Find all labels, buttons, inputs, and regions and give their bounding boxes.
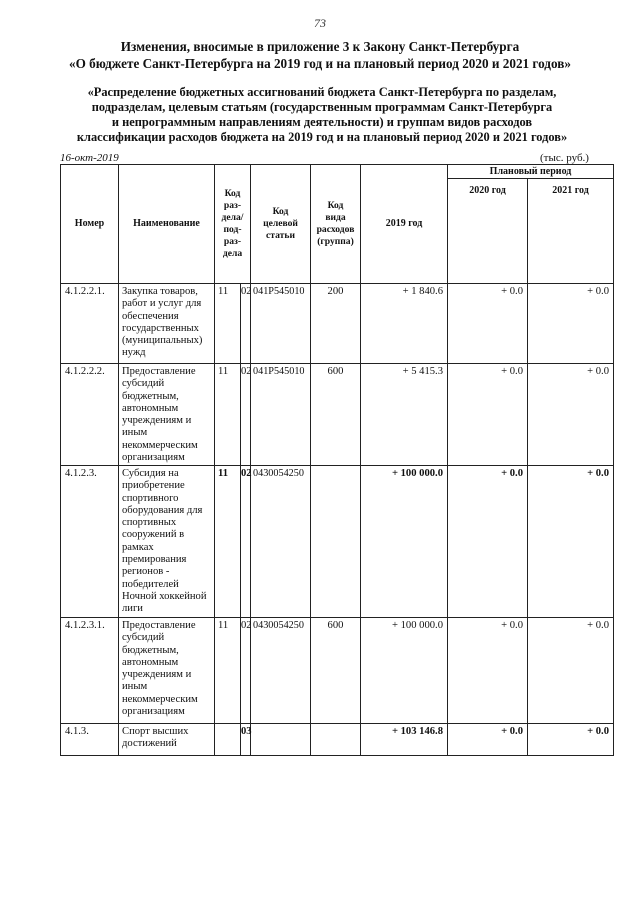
row-2019: + 100 000.0: [361, 618, 448, 724]
subheading-line-1: «Распределение бюджетных ассигнований бюджета Санкт-Петербурга по разделам,: [87, 85, 557, 99]
header-2020: 2020 год: [448, 179, 528, 284]
row-2019: + 100 000.0: [361, 466, 448, 618]
row-target: [251, 724, 311, 756]
row-target: 0430054250: [251, 466, 311, 618]
subheading-line-4: классификации расходов бюджета на 2019 год и на плановый период 2020 и 2021 годов»: [76, 130, 568, 144]
page-number: 73: [314, 16, 326, 30]
header-name: Наименование: [119, 165, 215, 284]
row-number: 4.1.2.3.: [61, 466, 119, 618]
row-subsection: 03: [241, 724, 251, 756]
budget-table: [60, 164, 614, 756]
row-2021: + 0.0: [528, 724, 614, 756]
row-target: 0430054250: [251, 618, 311, 724]
subheading-line-2: подразделам, целевым статьям (государственным программам Санкт-Петербурга: [91, 100, 553, 114]
row-2020: + 0.0: [448, 724, 528, 756]
header-number: Номер: [61, 165, 119, 284]
row-number: 4.1.3.: [61, 724, 119, 756]
subheading-line-3: и непрограммным направлениям деятельности) и группам видов расходов: [111, 115, 533, 129]
row-section: 11: [215, 618, 241, 724]
table-row: [61, 724, 614, 756]
heading-line-2: «О бюджете Санкт-Петербурга на 2019 год и на плановый период 2020 и 2021 годов»: [69, 56, 571, 71]
row-section: 11: [215, 364, 241, 466]
row-target: 041Р545010: [251, 364, 311, 466]
document-date: 16-окт-2019: [60, 152, 119, 164]
row-2021: + 0.0: [528, 284, 614, 364]
row-2020: + 0.0: [448, 466, 528, 618]
table-row: [61, 284, 614, 364]
unit-label: (тыс. руб.): [540, 152, 589, 164]
row-name: Закупка товаров, работ и услуг для обеспечения государственных (муниципальных) нужд: [119, 284, 215, 364]
row-target: 041Р545010: [251, 284, 311, 364]
row-subsection: 02: [241, 466, 251, 618]
row-kind: 600: [311, 364, 361, 466]
row-subsection: 02: [241, 364, 251, 466]
row-name: Спорт высших достижений: [119, 724, 215, 756]
row-kind: [311, 466, 361, 618]
heading-line-1: Изменения, вносимые в приложение 3 к Закону Санкт-Петербурга: [120, 39, 520, 54]
row-kind: 600: [311, 618, 361, 724]
row-2021: + 0.0: [528, 618, 614, 724]
row-name: Субсидия на приобретение спортивного оборудования для спортивных сооружений в рамках премирования регионов - победителей Ночной хоккейной лиги: [119, 466, 215, 618]
row-subsection: 02: [241, 618, 251, 724]
row-2019: + 103 146.8: [361, 724, 448, 756]
table-row: [61, 364, 614, 466]
header-2021: 2021 год: [528, 179, 614, 284]
table-row: [61, 618, 614, 724]
row-number: 4.1.2.2.1.: [61, 284, 119, 364]
row-2020: + 0.0: [448, 618, 528, 724]
header-2019: 2019 год: [361, 165, 448, 284]
header-target-code: Код целевой статьи: [251, 165, 311, 284]
row-2020: + 0.0: [448, 364, 528, 466]
table-row: [61, 466, 614, 618]
row-2021: + 0.0: [528, 364, 614, 466]
row-2019: + 5 415.3: [361, 364, 448, 466]
row-section: 11: [215, 466, 241, 618]
header-section-code: Код раз- дела/ под- раз- дела: [215, 165, 251, 284]
row-section: 11: [215, 284, 241, 364]
row-2021: + 0.0: [528, 466, 614, 618]
row-2020: + 0.0: [448, 284, 528, 364]
row-number: 4.1.2.2.2.: [61, 364, 119, 466]
row-kind: 200: [311, 284, 361, 364]
header-expense-kind: Код вида расходов (группа): [311, 165, 361, 284]
row-name: Предоставление субсидий бюджетным, автономным учреждениям и иным некоммерческим организациям: [119, 364, 215, 466]
row-2019: + 1 840.6: [361, 284, 448, 364]
row-section: [215, 724, 241, 756]
row-name: Предоставление субсидий бюджетным, автономным учреждениям и иным некоммерческим организациям: [119, 618, 215, 724]
header-planned-period: Плановый период: [448, 165, 614, 179]
row-subsection: 02: [241, 284, 251, 364]
row-number: 4.1.2.3.1.: [61, 618, 119, 724]
row-kind: [311, 724, 361, 756]
